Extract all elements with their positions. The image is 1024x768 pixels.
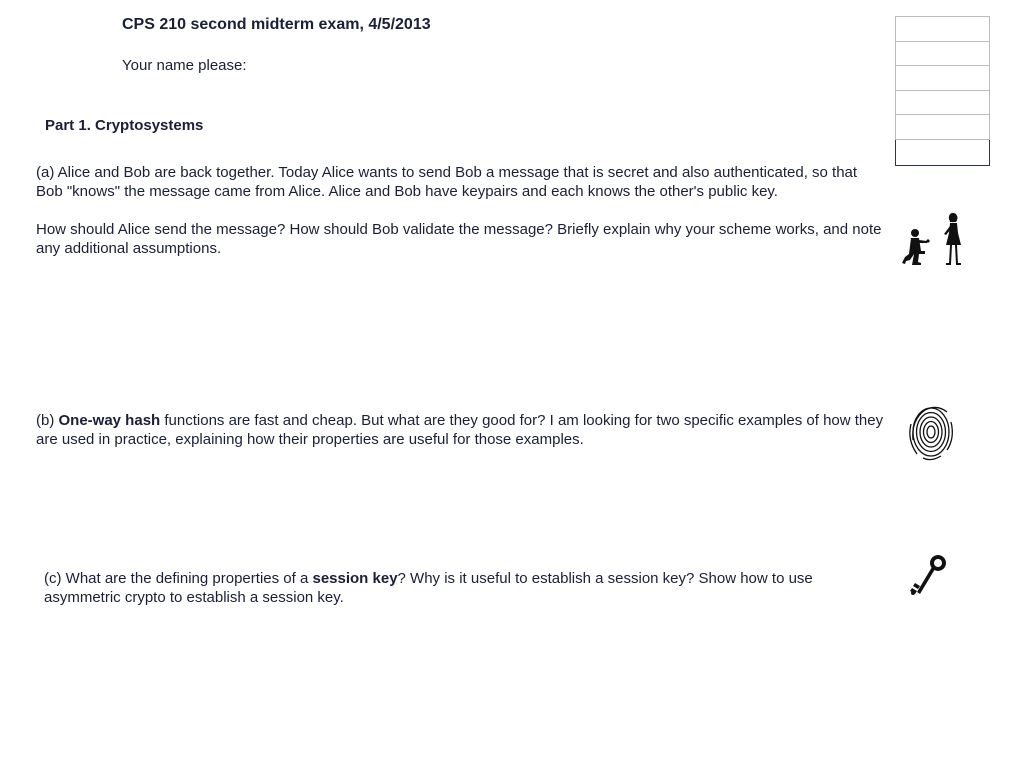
question-a-paragraph-1: (a) Alice and Bob are back together. Today Alice wants to send Bob a message that is secret and also authenticated, so that Bob "knows" the message came from Alice. Alice and Bob have keypairs and each knows the other's public key. (36, 164, 858, 200)
key-icon (908, 552, 950, 600)
question-c-text (44, 569, 884, 607)
question-b-prefix: (b) (36, 412, 59, 429)
question-c-rest: ? Why is it useful to establish a session key? Show how to use asymmetric crypto to establish a session key. (44, 570, 813, 606)
question-c-bold-term: session key (312, 570, 398, 587)
grade-cell[interactable] (896, 66, 990, 91)
proposal-couple-icon (900, 210, 966, 268)
name-prompt: Your name please: (122, 57, 247, 74)
question-b-bold-term: One-way hash (58, 412, 161, 429)
grade-total-cell[interactable] (896, 139, 990, 165)
grade-cell[interactable] (896, 90, 990, 115)
exam-title: CPS 210 second midterm exam, 4/5/2013 (122, 16, 431, 33)
fingerprint-icon (903, 400, 959, 464)
grade-cell[interactable] (896, 115, 990, 140)
question-b-text (36, 411, 886, 449)
grade-cell[interactable] (896, 41, 990, 66)
question-b-rest: functions are fast and cheap. But what are they good for? I am looking for two specific examples of how they are used in practice, explaining how their properties are useful for those examples. (36, 412, 884, 448)
part-heading: Part 1. Cryptosystems (45, 117, 204, 134)
grade-cell[interactable] (896, 17, 990, 42)
question-c-prefix: (c) What are the defining properties of a (44, 570, 313, 587)
grade-box-table (895, 16, 990, 166)
question-a-paragraph-2: How should Alice send the message? How should Bob validate the message? Briefly explain why your scheme works, and note any additional assumptions. (36, 221, 882, 257)
